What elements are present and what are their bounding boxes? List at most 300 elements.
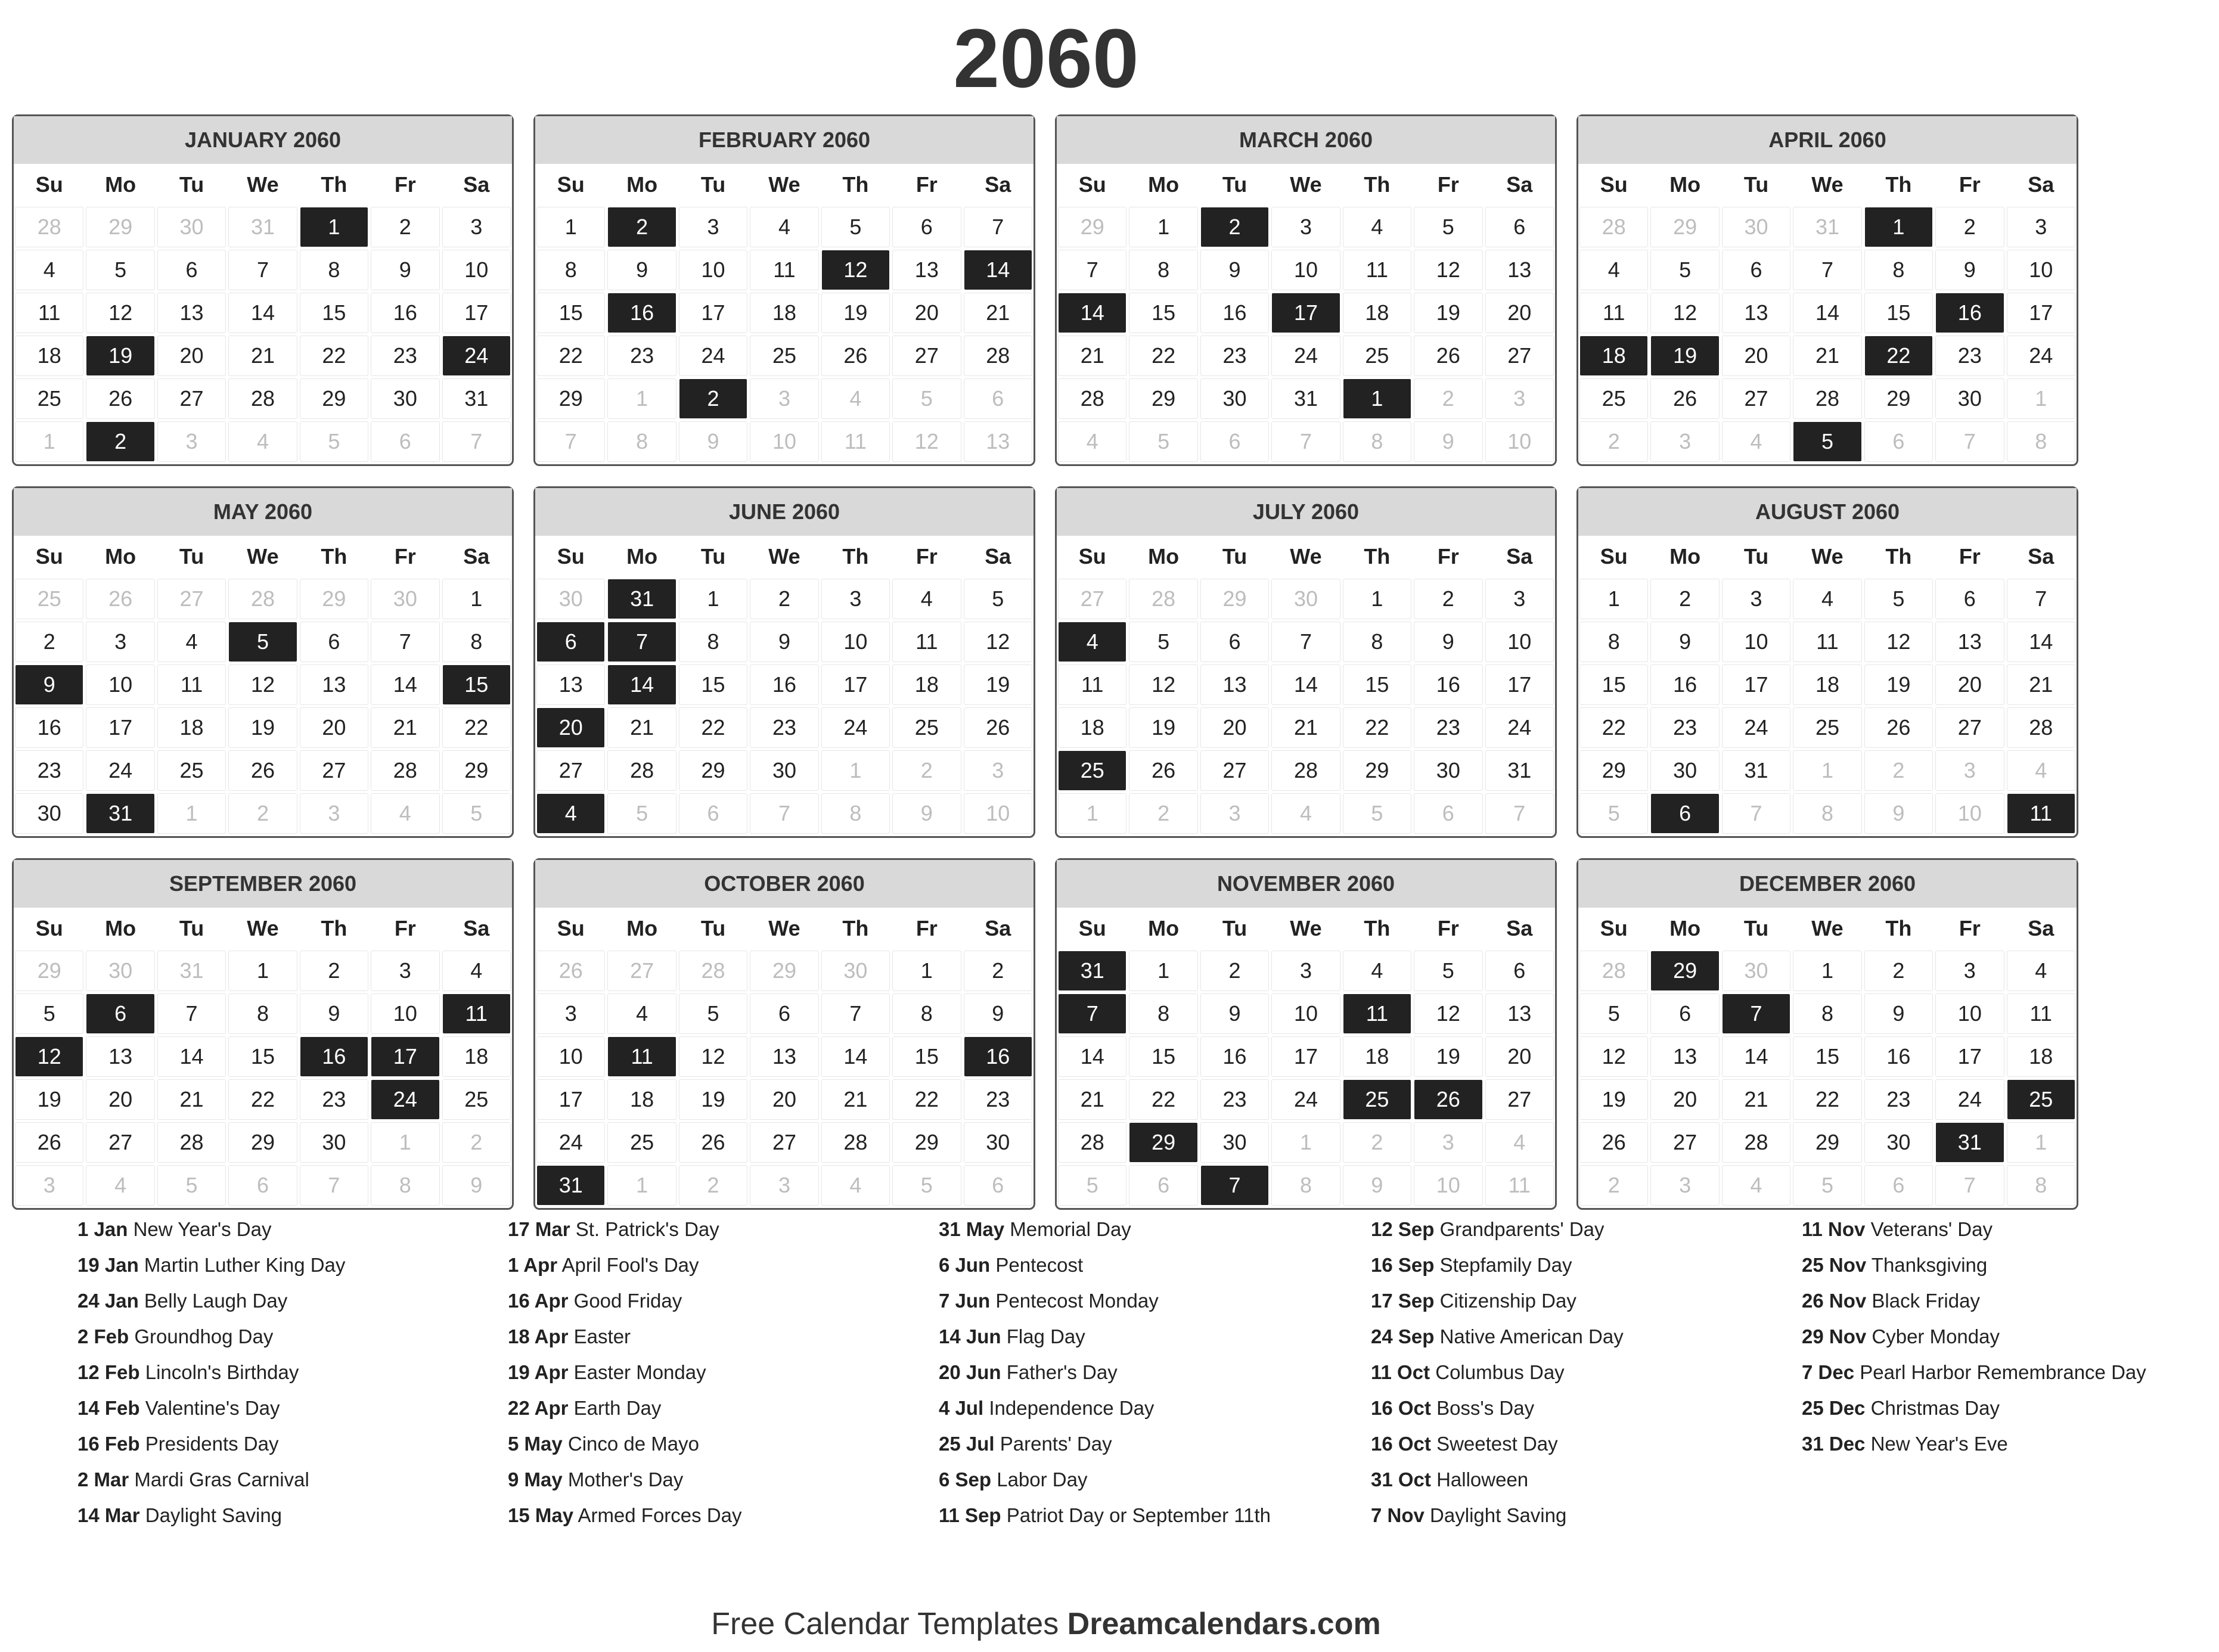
day-cell: 30 bbox=[1723, 207, 1790, 247]
day-cell: 9 bbox=[1414, 622, 1482, 662]
day-cell: 26 bbox=[537, 951, 604, 990]
day-cell: 10 bbox=[750, 422, 818, 461]
day-cell: 17 bbox=[1723, 665, 1790, 704]
holiday-date: 31 Oct bbox=[1371, 1468, 1431, 1490]
day-cell-holiday: 7 bbox=[1201, 1166, 1268, 1205]
day-cell: 7 bbox=[822, 994, 889, 1033]
holiday-item bbox=[77, 1430, 495, 1457]
holiday-list bbox=[0, 1216, 2146, 1597]
day-cell: 27 bbox=[537, 751, 604, 790]
week-row bbox=[535, 792, 1034, 835]
day-cell: 4 bbox=[158, 622, 225, 662]
month-title: JULY 2060 bbox=[1057, 488, 1555, 536]
day-cell: 5 bbox=[158, 1166, 225, 1205]
day-cell: 23 bbox=[750, 708, 818, 747]
day-cell: 10 bbox=[679, 250, 747, 290]
holiday-item bbox=[508, 1287, 925, 1314]
holiday-name: Christmas Day bbox=[1870, 1397, 2000, 1419]
day-cell: 21 bbox=[229, 336, 296, 375]
holiday-item bbox=[1371, 1323, 1788, 1350]
day-cell: 1 bbox=[1580, 579, 1647, 619]
holiday-item bbox=[1802, 1216, 2219, 1243]
day-cell: 6 bbox=[964, 1166, 1032, 1205]
day-cell-holiday: 25 bbox=[2007, 1080, 2075, 1119]
weekday-label: Fr bbox=[1959, 544, 1981, 569]
weekday-label: Sa bbox=[2028, 916, 2054, 940]
day-cell-holiday: 20 bbox=[537, 708, 604, 747]
day-cell: 31 bbox=[1272, 379, 1339, 418]
weekday-label: Tu bbox=[179, 916, 204, 940]
day-cell: 13 bbox=[1201, 665, 1268, 704]
day-cell-holiday: 15 bbox=[443, 665, 510, 704]
day-cell: 13 bbox=[1651, 1037, 1718, 1076]
day-cell: 22 bbox=[537, 336, 604, 375]
day-cell: 23 bbox=[1201, 1080, 1268, 1119]
holiday-name: Cyber Monday bbox=[1872, 1325, 2000, 1347]
day-cell: 30 bbox=[86, 951, 154, 990]
day-cell-holiday: 12 bbox=[15, 1037, 83, 1076]
holiday-date: 20 Jun bbox=[939, 1361, 1001, 1383]
holiday-item bbox=[77, 1395, 495, 1421]
week-row bbox=[1057, 420, 1555, 463]
holiday-item bbox=[77, 1502, 495, 1529]
week-row bbox=[14, 377, 512, 420]
day-cell: 23 bbox=[300, 1080, 368, 1119]
day-cell: 30 bbox=[1865, 1123, 1932, 1162]
holiday-name: Citizenship Day bbox=[1439, 1290, 1576, 1312]
week-row bbox=[535, 334, 1034, 377]
day-cell: 2 bbox=[750, 579, 818, 619]
day-cell: 23 bbox=[1414, 708, 1482, 747]
day-cell-holiday: 6 bbox=[86, 994, 154, 1033]
day-cell-holiday: 31 bbox=[86, 794, 154, 833]
day-cell: 16 bbox=[1651, 665, 1718, 704]
week-row bbox=[1057, 620, 1555, 663]
day-cell: 6 bbox=[158, 250, 225, 290]
day-cell: 12 bbox=[1580, 1037, 1647, 1076]
week-row bbox=[1578, 992, 2077, 1035]
day-cell: 17 bbox=[443, 293, 510, 333]
weekday-label: Sa bbox=[2028, 172, 2054, 197]
day-cell: 5 bbox=[822, 207, 889, 247]
day-cell: 26 bbox=[964, 708, 1032, 747]
weekday-label: Su bbox=[1078, 544, 1106, 569]
holiday-date: 4 Jul bbox=[939, 1397, 984, 1419]
day-cell: 29 bbox=[1201, 579, 1268, 619]
day-cell: 3 bbox=[371, 951, 439, 990]
month-title: JUNE 2060 bbox=[535, 488, 1034, 536]
month-card bbox=[1576, 486, 2078, 838]
holiday-date: 7 Dec bbox=[1802, 1361, 1855, 1383]
day-cell: 4 bbox=[1272, 794, 1339, 833]
day-cell: 28 bbox=[1129, 579, 1197, 619]
day-cell: 9 bbox=[443, 1166, 510, 1205]
weekday-label: We bbox=[1290, 544, 1322, 569]
day-cell: 9 bbox=[1201, 250, 1268, 290]
day-cell: 15 bbox=[537, 293, 604, 333]
holiday-item bbox=[1371, 1216, 1788, 1243]
weekday-label: Fr bbox=[394, 544, 416, 569]
day-cell: 8 bbox=[1272, 1166, 1339, 1205]
day-cell: 15 bbox=[679, 665, 747, 704]
holiday-name: Native American Day bbox=[1439, 1325, 1624, 1347]
day-cell-holiday: 11 bbox=[1343, 994, 1411, 1033]
day-cell: 12 bbox=[1129, 665, 1197, 704]
day-cell: 3 bbox=[1936, 951, 2003, 990]
day-cell-holiday: 29 bbox=[1651, 951, 1718, 990]
day-cell: 8 bbox=[822, 794, 889, 833]
day-cell: 25 bbox=[1580, 379, 1647, 418]
day-cell: 16 bbox=[1201, 293, 1268, 333]
day-cell: 26 bbox=[86, 379, 154, 418]
week-row bbox=[1057, 706, 1555, 749]
holiday-name: Parents' Day bbox=[1000, 1433, 1112, 1455]
day-cell-holiday: 4 bbox=[537, 794, 604, 833]
day-cell: 3 bbox=[1651, 422, 1718, 461]
day-cell: 18 bbox=[2007, 1037, 2075, 1076]
month-title: APRIL 2060 bbox=[1578, 116, 2077, 164]
month-title: MARCH 2060 bbox=[1057, 116, 1555, 164]
day-cell: 8 bbox=[1580, 622, 1647, 662]
day-cell: 5 bbox=[679, 994, 747, 1033]
weekday-label: Mo bbox=[626, 172, 658, 197]
weekday-label: Tu bbox=[700, 544, 726, 569]
weekday-label: We bbox=[1811, 172, 1844, 197]
holiday-column bbox=[1371, 1216, 1788, 1538]
day-cell: 4 bbox=[229, 422, 296, 461]
day-cell: 3 bbox=[1486, 379, 1553, 418]
weekday-label: Fr bbox=[1437, 916, 1459, 940]
day-cell: 20 bbox=[1486, 1037, 1553, 1076]
day-cell: 5 bbox=[1651, 250, 1718, 290]
weekday-label: Th bbox=[1364, 172, 1391, 197]
holiday-name: Daylight Saving bbox=[1430, 1504, 1567, 1526]
holiday-column bbox=[508, 1216, 925, 1538]
day-cell-holiday: 29 bbox=[1129, 1123, 1197, 1162]
week-row bbox=[1057, 377, 1555, 420]
weekday-label: Sa bbox=[1506, 172, 1533, 197]
day-cell: 24 bbox=[1723, 708, 1790, 747]
week-row bbox=[1057, 663, 1555, 706]
weekday-label: Fr bbox=[915, 172, 938, 197]
day-cell: 13 bbox=[893, 250, 960, 290]
day-cell: 28 bbox=[2007, 708, 2075, 747]
week-row bbox=[1057, 1164, 1555, 1207]
day-cell: 18 bbox=[893, 665, 960, 704]
weekday-header-row bbox=[1057, 164, 1555, 206]
day-cell: 8 bbox=[679, 622, 747, 662]
day-cell: 19 bbox=[1414, 1037, 1482, 1076]
day-cell: 9 bbox=[679, 422, 747, 461]
holiday-name: Cinco de Mayo bbox=[567, 1433, 699, 1455]
day-cell: 20 bbox=[893, 293, 960, 333]
weekday-label: Tu bbox=[700, 916, 726, 940]
day-cell: 29 bbox=[893, 1123, 960, 1162]
day-cell: 21 bbox=[2007, 665, 2075, 704]
day-cell: 1 bbox=[1129, 207, 1197, 247]
weekday-label: Fr bbox=[915, 916, 938, 940]
week-row bbox=[1578, 420, 2077, 463]
holiday-date: 1 Apr bbox=[508, 1254, 558, 1276]
day-cell: 10 bbox=[1272, 994, 1339, 1033]
month-card bbox=[533, 858, 1035, 1210]
day-cell: 10 bbox=[1723, 622, 1790, 662]
holiday-name: Black Friday bbox=[1872, 1290, 1980, 1312]
day-cell: 3 bbox=[158, 422, 225, 461]
weekday-label: Tu bbox=[700, 172, 726, 197]
holiday-item bbox=[939, 1359, 1356, 1386]
day-cell: 4 bbox=[1793, 579, 1861, 619]
weekday-label: We bbox=[247, 916, 279, 940]
day-cell-holiday: 25 bbox=[1343, 1080, 1411, 1119]
day-cell: 5 bbox=[300, 422, 368, 461]
day-cell-holiday: 9 bbox=[15, 665, 83, 704]
weekday-label: Th bbox=[321, 172, 347, 197]
week-row bbox=[1578, 949, 2077, 992]
holiday-item bbox=[508, 1466, 925, 1493]
week-row bbox=[535, 1164, 1034, 1207]
day-cell: 9 bbox=[371, 250, 439, 290]
day-cell: 11 bbox=[750, 250, 818, 290]
holiday-name: Lincoln's Birthday bbox=[145, 1361, 299, 1383]
day-cell: 15 bbox=[1129, 1037, 1197, 1076]
week-row bbox=[1057, 749, 1555, 792]
day-cell: 22 bbox=[893, 1080, 960, 1119]
weekday-label: Tu bbox=[1222, 172, 1247, 197]
day-cell: 8 bbox=[2007, 1166, 2075, 1205]
day-cell: 26 bbox=[15, 1123, 83, 1162]
weekday-label: Su bbox=[1600, 916, 1628, 940]
day-cell: 3 bbox=[1651, 1166, 1718, 1205]
month-title: SEPTEMBER 2060 bbox=[14, 860, 512, 908]
weekday-header-row bbox=[535, 164, 1034, 206]
day-cell-holiday: 16 bbox=[300, 1037, 368, 1076]
day-cell: 8 bbox=[608, 422, 675, 461]
day-cell: 5 bbox=[1129, 422, 1197, 461]
day-cell: 9 bbox=[1865, 794, 1932, 833]
holiday-item bbox=[939, 1323, 1356, 1350]
holiday-name: Sweetest Day bbox=[1436, 1433, 1558, 1455]
day-cell: 27 bbox=[1201, 751, 1268, 790]
weekday-label: Fr bbox=[1437, 172, 1459, 197]
day-cell-holiday: 17 bbox=[1272, 293, 1339, 333]
day-cell-holiday: 25 bbox=[1059, 751, 1126, 790]
day-cell-holiday: 5 bbox=[1793, 422, 1861, 461]
holiday-item bbox=[1371, 1287, 1788, 1314]
week-row bbox=[14, 206, 512, 249]
day-cell: 18 bbox=[1793, 665, 1861, 704]
day-cell: 21 bbox=[1059, 1080, 1126, 1119]
holiday-date: 6 Jun bbox=[939, 1254, 991, 1276]
day-cell: 17 bbox=[822, 665, 889, 704]
day-cell: 15 bbox=[229, 1037, 296, 1076]
day-cell: 19 bbox=[15, 1080, 83, 1119]
day-cell: 4 bbox=[1723, 1166, 1790, 1205]
day-cell: 24 bbox=[1272, 336, 1339, 375]
day-cell: 29 bbox=[679, 751, 747, 790]
weekday-label: We bbox=[1811, 916, 1844, 940]
weekday-label: Sa bbox=[463, 172, 490, 197]
week-row bbox=[535, 577, 1034, 620]
holiday-name: Stepfamily Day bbox=[1439, 1254, 1572, 1276]
footer-brand[interactable]: Dreamcalendars.com bbox=[1067, 1607, 1381, 1641]
day-cell: 9 bbox=[608, 250, 675, 290]
weekday-header-row bbox=[1057, 908, 1555, 949]
day-cell: 1 bbox=[1793, 951, 1861, 990]
day-cell: 30 bbox=[1723, 951, 1790, 990]
holiday-item bbox=[1802, 1287, 2219, 1314]
day-cell: 14 bbox=[2007, 622, 2075, 662]
day-cell: 11 bbox=[1793, 622, 1861, 662]
weekday-label: Su bbox=[557, 916, 585, 940]
weekday-label: Mo bbox=[1669, 544, 1701, 569]
day-cell: 30 bbox=[371, 379, 439, 418]
day-cell: 9 bbox=[1201, 994, 1268, 1033]
day-cell: 21 bbox=[1272, 708, 1339, 747]
weekday-label: Fr bbox=[1959, 172, 1981, 197]
holiday-date: 11 Nov bbox=[1802, 1218, 1866, 1240]
weekday-label: We bbox=[247, 172, 279, 197]
week-row bbox=[1578, 792, 2077, 835]
day-cell: 24 bbox=[1936, 1080, 2003, 1119]
day-cell: 14 bbox=[158, 1037, 225, 1076]
day-cell: 22 bbox=[1343, 708, 1411, 747]
day-cell: 1 bbox=[229, 951, 296, 990]
day-cell: 2 bbox=[300, 951, 368, 990]
holiday-date: 16 Oct bbox=[1371, 1433, 1431, 1455]
week-row bbox=[1578, 334, 2077, 377]
day-cell: 28 bbox=[1793, 379, 1861, 418]
weekday-label: Su bbox=[35, 916, 63, 940]
holiday-name: Earth Day bbox=[573, 1397, 662, 1419]
holiday-date: 17 Mar bbox=[508, 1218, 570, 1240]
day-cell: 10 bbox=[1486, 622, 1553, 662]
holiday-date: 12 Sep bbox=[1371, 1218, 1435, 1240]
weekday-label: Th bbox=[842, 544, 869, 569]
holiday-item bbox=[508, 1502, 925, 1529]
day-cell: 10 bbox=[537, 1037, 604, 1076]
day-cell: 10 bbox=[443, 250, 510, 290]
day-cell: 31 bbox=[1723, 751, 1790, 790]
day-cell: 4 bbox=[15, 250, 83, 290]
holiday-date: 16 Feb bbox=[77, 1433, 140, 1455]
day-cell: 25 bbox=[1343, 336, 1411, 375]
day-cell: 24 bbox=[822, 708, 889, 747]
day-cell-holiday: 19 bbox=[1651, 336, 1718, 375]
day-cell: 10 bbox=[1936, 994, 2003, 1033]
day-cell: 3 bbox=[822, 579, 889, 619]
day-cell: 27 bbox=[158, 379, 225, 418]
day-cell: 1 bbox=[1059, 794, 1126, 833]
day-cell: 1 bbox=[822, 751, 889, 790]
month-card bbox=[1576, 858, 2078, 1210]
holiday-name: Easter bbox=[573, 1325, 631, 1347]
holiday-date: 11 Sep bbox=[939, 1504, 1001, 1526]
day-cell: 11 bbox=[893, 622, 960, 662]
day-cell: 15 bbox=[1865, 293, 1932, 333]
weekday-header-row bbox=[1578, 164, 2077, 206]
holiday-date: 2 Mar bbox=[77, 1468, 129, 1490]
day-cell: 29 bbox=[1129, 379, 1197, 418]
week-row bbox=[14, 949, 512, 992]
day-cell: 6 bbox=[679, 794, 747, 833]
weekday-label: Su bbox=[1078, 916, 1106, 940]
holiday-date: 7 Jun bbox=[939, 1290, 991, 1312]
month-title: OCTOBER 2060 bbox=[535, 860, 1034, 908]
weekday-label: We bbox=[768, 916, 800, 940]
holiday-name: April Fool's Day bbox=[561, 1254, 699, 1276]
holiday-item bbox=[939, 1430, 1356, 1457]
day-cell: 24 bbox=[679, 336, 747, 375]
weekday-label: We bbox=[1290, 172, 1322, 197]
day-cell: 8 bbox=[300, 250, 368, 290]
day-cell: 2 bbox=[443, 1123, 510, 1162]
day-cell: 29 bbox=[1343, 751, 1411, 790]
day-cell: 1 bbox=[2007, 1123, 2075, 1162]
day-cell: 25 bbox=[1793, 708, 1861, 747]
weekday-label: Fr bbox=[1437, 544, 1459, 569]
day-cell: 10 bbox=[1272, 250, 1339, 290]
week-row bbox=[14, 291, 512, 334]
day-cell: 7 bbox=[229, 250, 296, 290]
weekday-label: Th bbox=[1885, 172, 1912, 197]
day-cell: 13 bbox=[1486, 994, 1553, 1033]
holiday-item bbox=[1371, 1502, 1788, 1529]
holiday-item bbox=[1802, 1430, 2219, 1457]
day-cell: 6 bbox=[300, 622, 368, 662]
week-row bbox=[1578, 620, 2077, 663]
year-title: 2060 bbox=[953, 11, 1139, 105]
week-row bbox=[1578, 249, 2077, 291]
day-cell: 3 bbox=[2007, 207, 2075, 247]
day-cell: 30 bbox=[537, 579, 604, 619]
day-cell: 4 bbox=[1580, 250, 1647, 290]
day-cell: 12 bbox=[1414, 994, 1482, 1033]
month-card bbox=[12, 858, 514, 1210]
day-cell: 7 bbox=[158, 994, 225, 1033]
month-card bbox=[1055, 486, 1557, 838]
day-cell: 5 bbox=[964, 579, 1032, 619]
month-card bbox=[12, 114, 514, 466]
day-cell: 22 bbox=[1129, 1080, 1197, 1119]
week-row bbox=[535, 663, 1034, 706]
day-cell: 3 bbox=[1272, 207, 1339, 247]
day-cell: 5 bbox=[893, 379, 960, 418]
week-row bbox=[1578, 1035, 2077, 1078]
day-cell: 2 bbox=[15, 622, 83, 662]
day-cell: 28 bbox=[1580, 951, 1647, 990]
day-cell: 25 bbox=[15, 379, 83, 418]
day-cell-holiday: 31 bbox=[1936, 1123, 2003, 1162]
day-cell: 19 bbox=[964, 665, 1032, 704]
day-cell-holiday: 11 bbox=[443, 994, 510, 1033]
day-cell: 28 bbox=[679, 951, 747, 990]
holiday-item bbox=[939, 1216, 1356, 1243]
day-cell: 27 bbox=[86, 1123, 154, 1162]
day-cell: 8 bbox=[1129, 994, 1197, 1033]
day-cell-holiday: 1 bbox=[1343, 379, 1411, 418]
month-card bbox=[1576, 114, 2078, 466]
day-cell: 19 bbox=[679, 1080, 747, 1119]
week-row bbox=[14, 663, 512, 706]
day-cell: 3 bbox=[750, 1166, 818, 1205]
month-card bbox=[533, 114, 1035, 466]
day-cell: 29 bbox=[443, 751, 510, 790]
day-cell: 8 bbox=[1865, 250, 1932, 290]
day-cell: 3 bbox=[86, 622, 154, 662]
holiday-date: 22 Apr bbox=[508, 1397, 569, 1419]
day-cell: 5 bbox=[1865, 579, 1932, 619]
